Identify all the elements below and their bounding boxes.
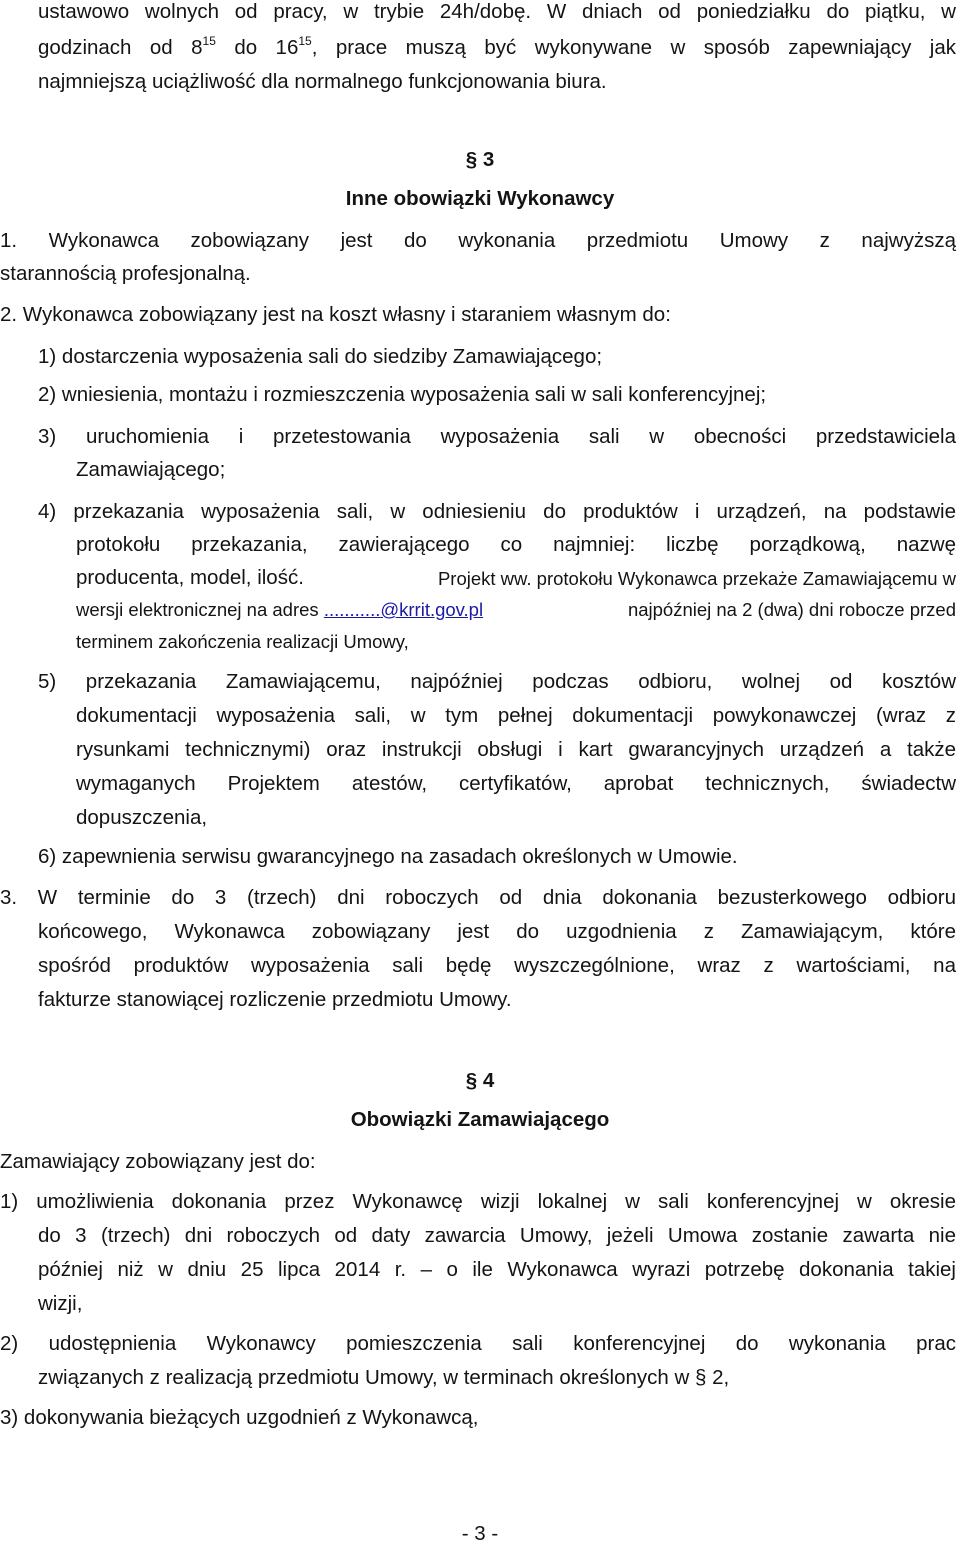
s3-p2-line-1: 2. Wykonawca zobowiązany jest na koszt własny i staraniem własnym do: bbox=[0, 303, 671, 326]
email-link[interactable]: ...........@krrit.gov.pl bbox=[323, 599, 484, 620]
intro-sup-2: 15 bbox=[298, 34, 312, 48]
page-number: - 3 - bbox=[461, 1522, 499, 1545]
intro-line-3: najmniejszą uciążliwość dla normalnego funkcjonowania biura. bbox=[38, 70, 607, 93]
s3-p1-line-2: starannością profesjonalną. bbox=[0, 262, 251, 285]
s3-item-5-line-3: rysunkami technicznymi) oraz instrukcji obsługi i kart gwarancyjnych urządzeń a także bbox=[76, 738, 956, 761]
section-4-number: § 4 bbox=[465, 1069, 495, 1092]
s4-item-1-line-3: później niż w dniu 25 lipca 2014 r. – o ile Wykonawca wyrazi potrzebę dokonania takiej bbox=[38, 1258, 956, 1281]
section-3-title: Inne obowiązki Wykonawcy bbox=[345, 187, 615, 210]
s4-item-1-line-2: do 3 (trzech) dni roboczych od daty zawarcia Umowy, jeżeli Umowa zostanie zawarta nie bbox=[38, 1224, 956, 1247]
s3-p3-line-2: końcowego, Wykonawca zobowiązany jest do uzgodnienia z Zamawiającym, które bbox=[38, 920, 956, 943]
intro-line-2-pre: godzinach od 8 bbox=[38, 36, 203, 59]
s3-item-3-line-1: 3) uruchomienia i przetestowania wyposażenia sali w obecności przedstawiciela bbox=[38, 425, 956, 448]
s4-item-3: 3) dokonywania bieżących uzgodnień z Wykonawcą, bbox=[0, 1406, 479, 1429]
s3-item-4-line-5: terminem zakończenia realizacji Umowy, bbox=[76, 631, 409, 652]
s3-item-6: 6) zapewnienia serwisu gwarancyjnego na zasadach określonych w Umowie. bbox=[38, 845, 738, 868]
s3-item-4-line-4a: wersji elektronicznej na adres bbox=[76, 599, 324, 620]
s3-item-5-line-5: dopuszczenia, bbox=[76, 806, 208, 829]
s3-item-4-line-2: protokołu przekazania, zawierającego co najmniej: liczbę porządkową, nazwę bbox=[76, 533, 956, 556]
intro-line-2 bbox=[38, 34, 956, 59]
s3-item-4-line-4b: najpóźniej na 2 (dwa) dni robocze przed bbox=[627, 599, 956, 620]
intro-line-2-mid: do 16 bbox=[215, 36, 299, 59]
s4-item-2-line-2: związanych z realizacją przedmiotu Umowy, w terminach określonych w § 2, bbox=[38, 1366, 730, 1389]
s4-item-1-line-1: 1) umożliwienia dokonania przez Wykonawcę wizji lokalnej w sali konferencyjnej w okresie bbox=[0, 1190, 956, 1213]
section-4-title: Obowiązki Zamawiającego bbox=[350, 1108, 610, 1131]
s4-item-1-line-4: wizji, bbox=[38, 1292, 83, 1315]
s3-p1-line-1: 1. Wykonawca zobowiązany jest do wykonania przedmiotu Umowy z najwyższą bbox=[0, 229, 956, 252]
intro-line-2-post: , prace muszą być wykonywane w sposób zapewniający jak bbox=[311, 36, 956, 59]
intro-line-1: ustawowo wolnych od pracy, w trybie 24h/dobę. W dniach od poniedziałku do piątku, w bbox=[38, 0, 956, 23]
s3-item-1: 1) dostarczenia wyposażenia sali do siedziby Zamawiającego; bbox=[38, 345, 603, 368]
s3-p3-line-1: 3. W terminie do 3 (trzech) dni roboczych od dnia dokonania bezusterkowego odbioru bbox=[0, 886, 956, 909]
intro-sup-1: 15 bbox=[202, 34, 216, 48]
s3-p3-line-4: fakturze stanowiącej rozliczenie przedmiotu Umowy. bbox=[38, 988, 512, 1011]
s3-item-5-line-4: wymaganych Projektem atestów, certyfikatów, aprobat technicznych, świadectw bbox=[76, 772, 956, 795]
s3-item-4-line-3 bbox=[76, 568, 956, 589]
s3-item-5-line-1: 5) przekazania Zamawiającemu, najpóźniej podczas odbioru, wolnej od kosztów bbox=[38, 670, 956, 693]
s3-item-3-line-2: Zamawiającego; bbox=[76, 458, 226, 481]
s3-item-4-line-3b: Projekt ww. protokołu Wykonawca przekaże Zamawiającemu w bbox=[437, 568, 956, 589]
section-3-number: § 3 bbox=[465, 148, 495, 171]
s3-item-4-line-3a: producenta, model, ilość. bbox=[76, 566, 304, 589]
s3-item-2: 2) wniesienia, montażu i rozmieszczenia wyposażenia sali w sali konferencyjnej; bbox=[38, 383, 767, 406]
s3-p3-line-3: spośród produktów wyposażenia sali będę wyszczególnione, wraz z wartościami, na bbox=[38, 954, 956, 977]
s4-intro: Zamawiający zobowiązany jest do: bbox=[0, 1150, 316, 1173]
s3-item-4-line-4 bbox=[76, 601, 956, 620]
s3-item-5-line-2: dokumentacji wyposażenia sali, w tym pełnej dokumentacji powykonawczej (wraz z bbox=[76, 704, 956, 727]
s3-item-4-line-1: 4) przekazania wyposażenia sali, w odniesieniu do produktów i urządzeń, na podstawie bbox=[38, 500, 956, 523]
s4-item-2-line-1: 2) udostępnienia Wykonawcy pomieszczenia sali konferencyjnej do wykonania prac bbox=[0, 1332, 956, 1355]
